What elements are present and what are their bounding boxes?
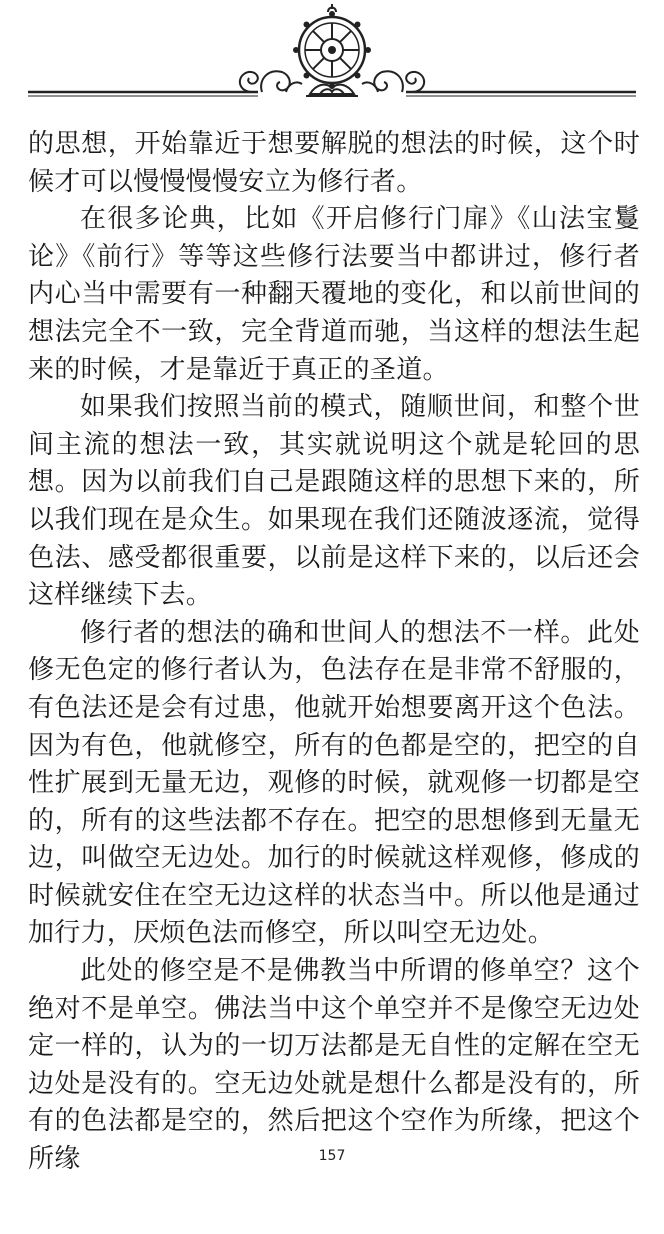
paragraph-3: 如果我们按照当前的模式，随顺世间，和整个世间主流的想法一致，其实就说明这个就是轮回的思想。因为以前我们自己是跟随这样的思想下来的，所以我们现在是众生。如果现在我们还随波逐流，觉得色法、感受都很重要，以前是这样下来的，以后还会这样继续下去。 xyxy=(28,392,640,611)
cloud-scroll-left-icon xyxy=(240,71,302,92)
paragraph-4: 修行者的想法的确和世间人的想法不一样。此处修无色定的修行者认为，色法存在是非常不舒服的，有色法还是会有过患，他就开始想要离开这个色法。因为有色，他就修空，所有的色都是空的，把空的自性扩展到无量无边，观修的时候，就观修一切都是空的，所有的这些法都不存在。把空的思想修到无量无边，叫做空无边处。加行的时候就这样观修，修成的时候就安住在空无边这样的状态当中。所以他是通过加行力，厌烦色法而修空，所以叫空无边处。 xyxy=(28,617,640,949)
paragraph-1: 的思想，开始靠近于想要解脱的想法的时候，这个时候才可以慢慢慢慢安立为修行者。 xyxy=(28,129,640,197)
dharma-wheel-icon xyxy=(293,4,371,89)
paragraph-2: 在很多论典，比如《开启修行门扉》《山法宝鬘论》《前行》等等这些修行法要当中都讲过，修行者内心当中需要有一种翻天覆地的变化，和以前世间的想法完全不一致，完全背道而驰，当这样的想法生起来的时候，才是靠近于真正的圣道。 xyxy=(28,204,640,385)
header-ornament xyxy=(0,0,664,112)
cloud-scroll-right-icon xyxy=(362,71,424,92)
page-number: 157 xyxy=(318,1148,346,1164)
body-text xyxy=(28,126,640,1179)
paragraph-5: 此处的修空是不是佛教当中所谓的修单空？这个绝对不是单空。佛法当中这个单空并不是像空无边处定一样的，认为的一切万法都是无自性的定解在空无边处是没有的。空无边处就是想什么都是没有的，所有的色法都是空的，然后把这个空作为所缘，把这个所缘 xyxy=(28,956,640,1175)
